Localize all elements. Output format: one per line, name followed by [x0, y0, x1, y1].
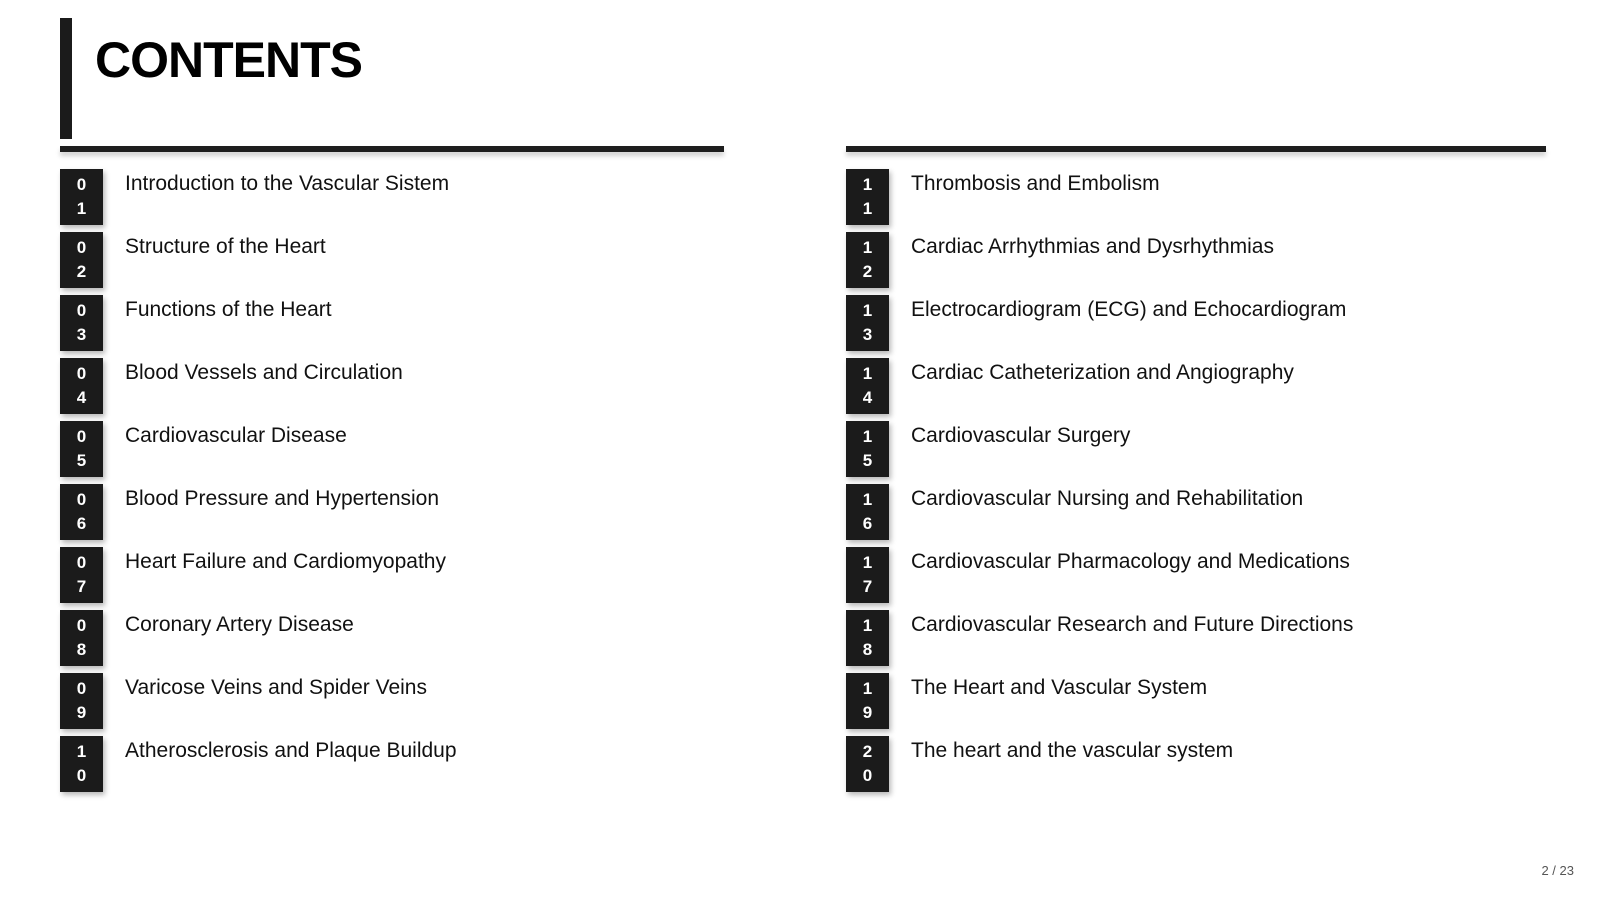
item-number-badge: 0 4 [60, 358, 103, 414]
contents-item[interactable] [60, 232, 760, 295]
contents-item[interactable] [846, 673, 1566, 736]
item-number-badge: 0 5 [60, 421, 103, 477]
contents-item[interactable] [60, 610, 760, 673]
item-label: Cardiovascular Nursing and Rehabilitation [911, 487, 1304, 510]
item-label: Blood Pressure and Hypertension [125, 487, 440, 510]
item-number-badge: 1 1 [846, 169, 889, 225]
contents-item[interactable] [846, 484, 1566, 547]
left-divider [60, 146, 724, 152]
item-label: Functions of the Heart [125, 298, 332, 321]
item-label: The Heart and Vascular System [911, 676, 1208, 699]
item-label: Heart Failure and Cardiomyopathy [125, 550, 446, 573]
contents-item[interactable] [60, 169, 760, 232]
item-label: Cardiac Catheterization and Angiography [911, 361, 1294, 384]
item-label: Varicose Veins and Spider Veins [125, 676, 427, 699]
contents-item[interactable] [846, 736, 1566, 799]
item-label: Introduction to the Vascular Sistem [125, 172, 450, 195]
item-number-badge: 1 4 [846, 358, 889, 414]
contents-item[interactable] [60, 421, 760, 484]
contents-item[interactable] [846, 358, 1566, 421]
item-label: The heart and the vascular system [911, 739, 1234, 762]
item-number-badge: 1 3 [846, 295, 889, 351]
contents-item[interactable] [60, 295, 760, 358]
item-label: Electrocardiogram (ECG) and Echocardiogram [911, 298, 1347, 321]
item-number-badge: 0 1 [60, 169, 103, 225]
item-number-badge: 2 0 [846, 736, 889, 792]
contents-item[interactable] [60, 547, 760, 610]
item-number-badge: 1 9 [846, 673, 889, 729]
contents-item[interactable] [846, 547, 1566, 610]
item-number-badge: 0 8 [60, 610, 103, 666]
item-label: Cardiovascular Pharmacology and Medications [911, 550, 1350, 573]
contents-item[interactable] [846, 295, 1566, 358]
item-label: Atherosclerosis and Plaque Buildup [125, 739, 457, 762]
contents-item[interactable] [846, 610, 1566, 673]
item-number-badge: 1 2 [846, 232, 889, 288]
item-number-badge: 1 6 [846, 484, 889, 540]
item-number-badge: 1 7 [846, 547, 889, 603]
contents-item[interactable] [846, 169, 1566, 232]
contents-item[interactable] [60, 673, 760, 736]
contents-item[interactable] [846, 421, 1566, 484]
contents-item[interactable] [60, 736, 760, 799]
item-number-badge: 1 8 [846, 610, 889, 666]
item-label: Cardiovascular Research and Future Directions [911, 613, 1354, 636]
item-label: Cardiovascular Surgery [911, 424, 1131, 447]
item-label: Coronary Artery Disease [125, 613, 354, 636]
item-number-badge: 0 2 [60, 232, 103, 288]
contents-item[interactable] [60, 358, 760, 421]
title-accent-bar [60, 18, 72, 139]
item-label: Cardiac Arrhythmias and Dysrhythmias [911, 235, 1274, 258]
item-label: Cardiovascular Disease [125, 424, 347, 447]
item-number-badge: 0 7 [60, 547, 103, 603]
item-number-badge: 0 3 [60, 295, 103, 351]
page-indicator: 2 / 23 [1541, 863, 1574, 878]
item-label: Thrombosis and Embolism [911, 172, 1160, 195]
right-divider [846, 146, 1546, 152]
item-number-badge: 1 5 [846, 421, 889, 477]
item-number-badge: 0 9 [60, 673, 103, 729]
page-title: CONTENTS [95, 32, 362, 88]
item-number-badge: 1 0 [60, 736, 103, 792]
contents-item[interactable] [846, 232, 1566, 295]
contents-column-left [60, 169, 760, 799]
item-number-badge: 0 6 [60, 484, 103, 540]
item-label: Structure of the Heart [125, 235, 326, 258]
item-label: Blood Vessels and Circulation [125, 361, 403, 384]
contents-column-right [846, 169, 1566, 799]
contents-item[interactable] [60, 484, 760, 547]
